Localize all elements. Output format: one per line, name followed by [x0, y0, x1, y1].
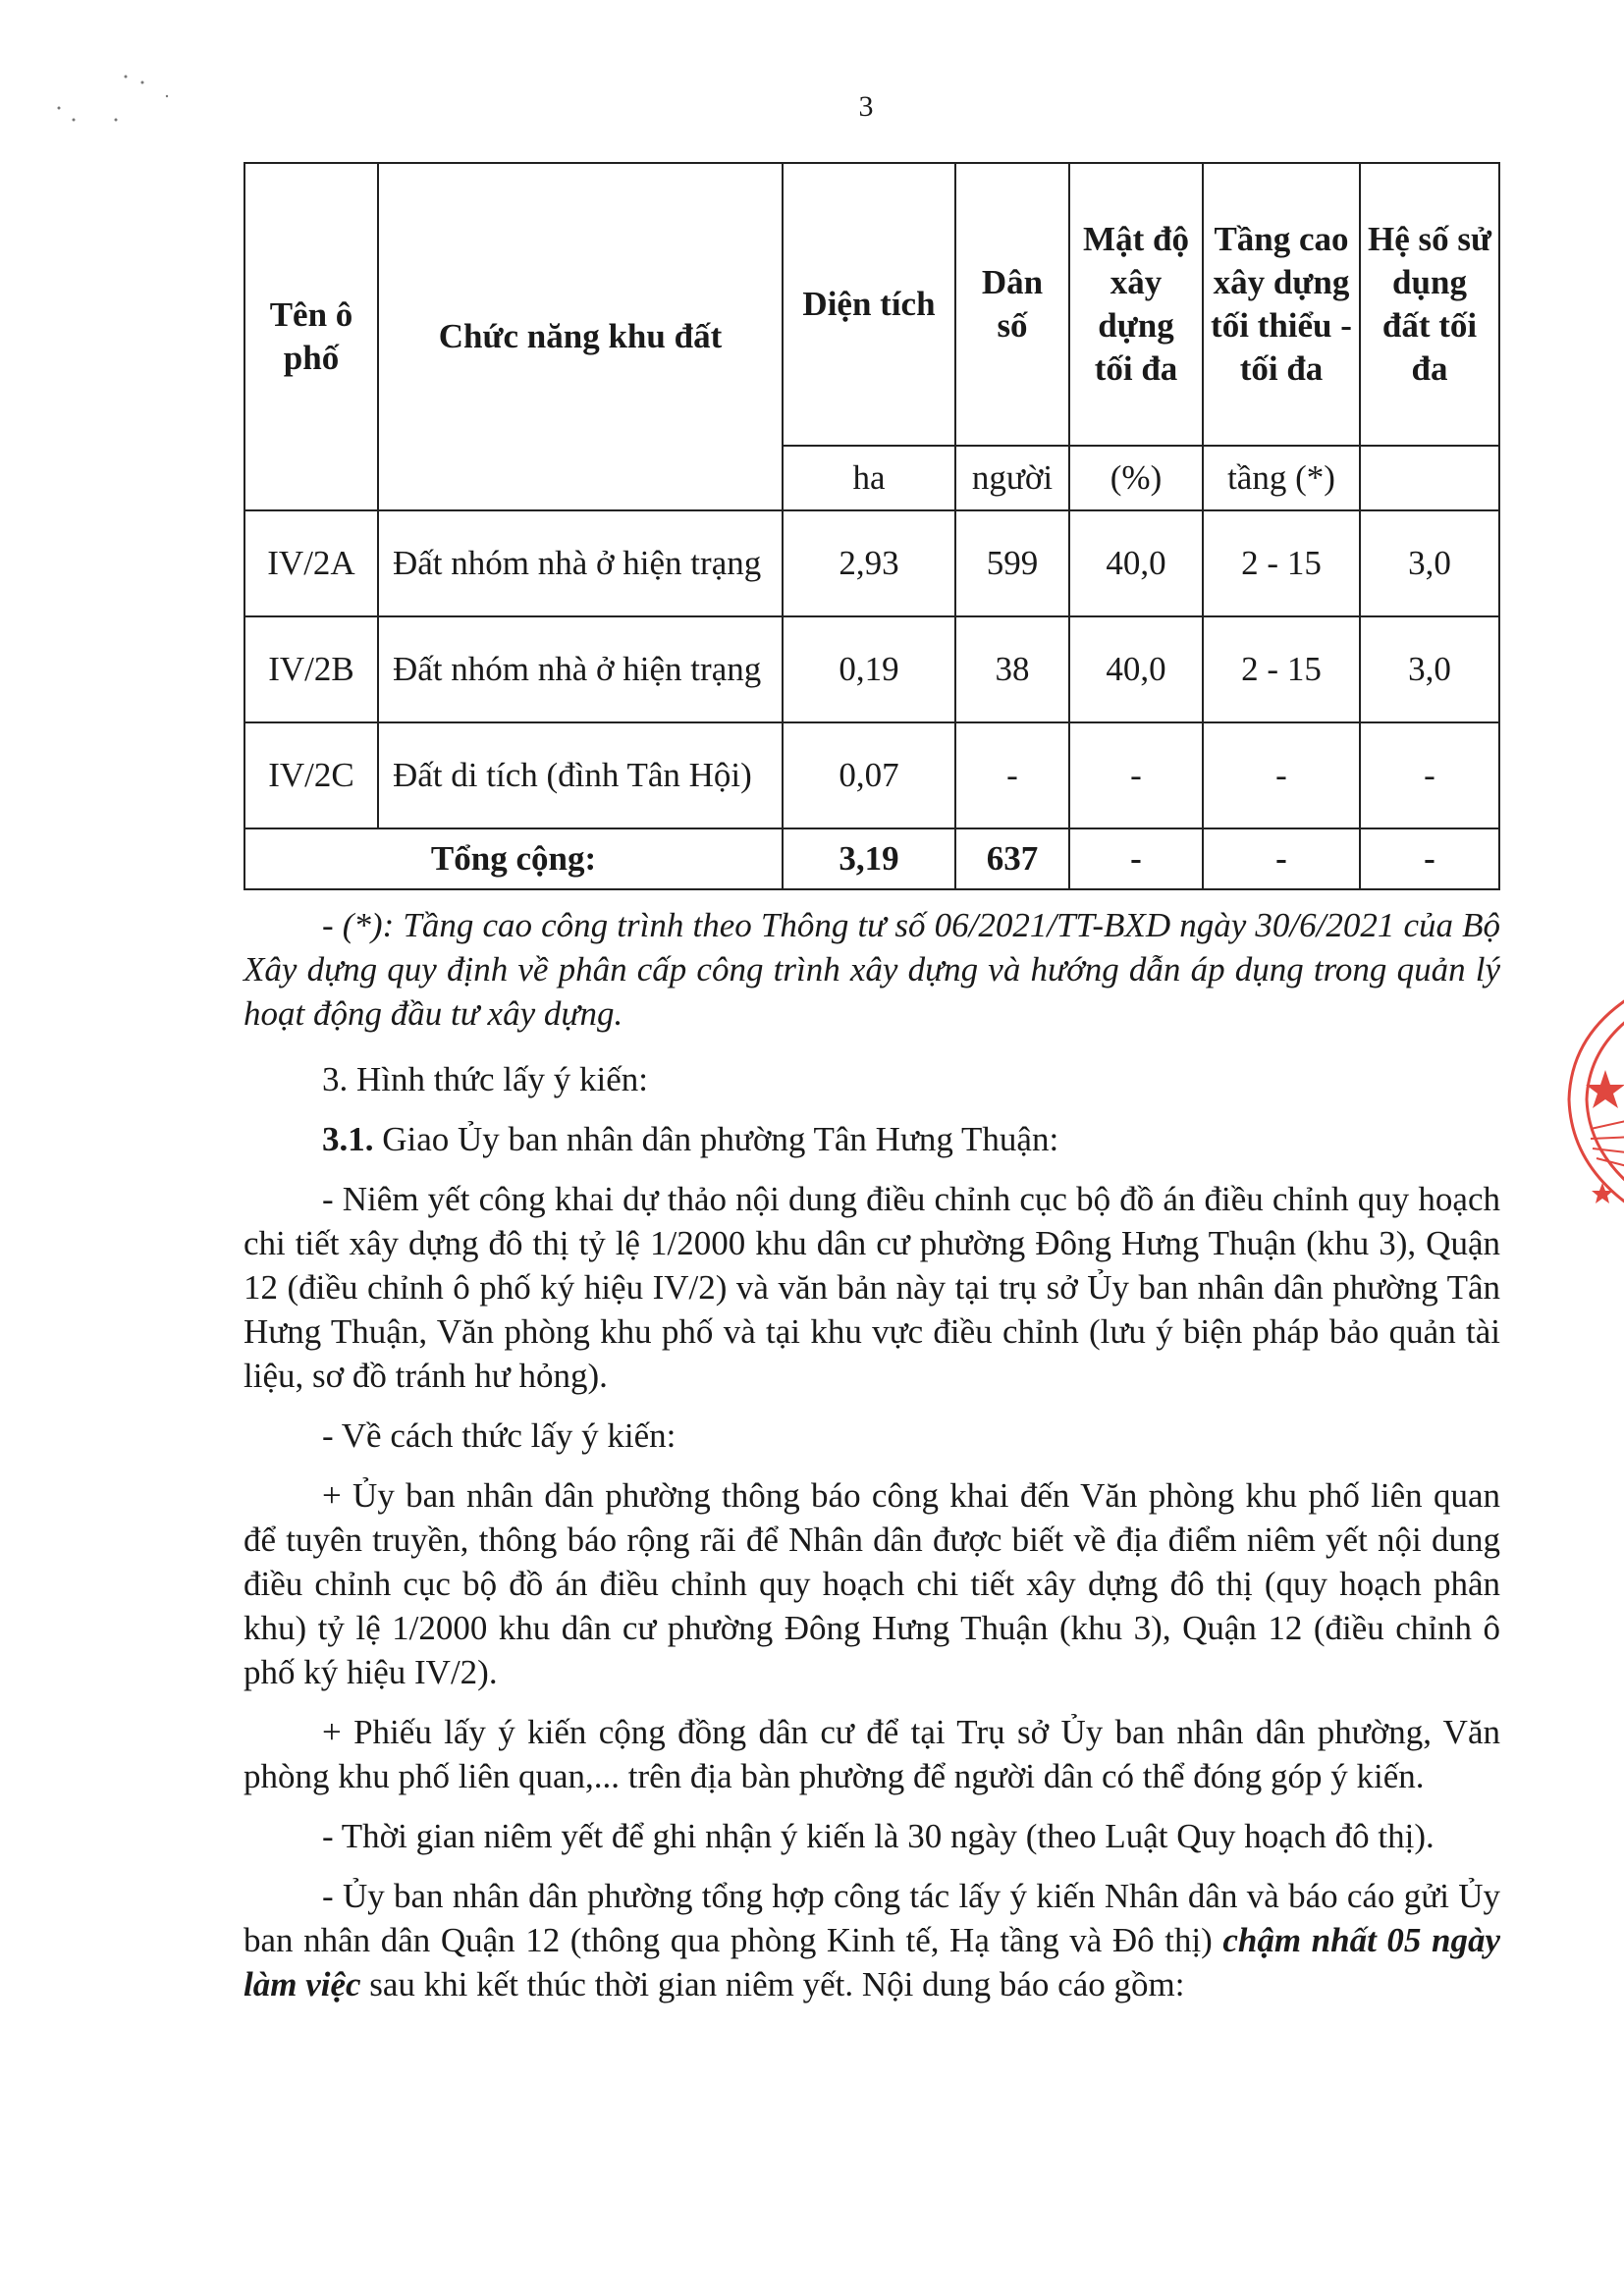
total-population: 637 — [955, 828, 1069, 889]
deadline-emphasis: chậm nhất 05 ngày làm việc — [244, 1921, 1500, 2003]
header-dien-tich: Diện tích — [783, 163, 955, 446]
section-3-1-number: 3.1. — [322, 1120, 374, 1158]
unit-dan-so: người — [955, 446, 1069, 510]
cell-far: 3,0 — [1360, 510, 1499, 616]
paragraph-tong-hop-end: sau khi kết thúc thời gian niêm yết. Nội dung báo cáo gồm: — [360, 1965, 1185, 2003]
unit-tang-cao: tầng (*) — [1203, 446, 1360, 510]
land-use-table-wrapper — [244, 162, 1498, 890]
unit-mat-do: (%) — [1069, 446, 1203, 510]
document-body — [244, 903, 1500, 2022]
total-area: 3,19 — [783, 828, 955, 889]
cell-function: Đất di tích (đình Tân Hội) — [378, 722, 783, 828]
cell-floors: 2 - 15 — [1203, 616, 1360, 722]
section-3-1-heading — [244, 1117, 1500, 1161]
cell-code: IV/2C — [244, 722, 378, 828]
cell-population: 599 — [955, 510, 1069, 616]
unit-he-so — [1360, 446, 1499, 510]
paragraph-phieu-lay-y-kien: + Phiếu lấy ý kiến cộng đồng dân cư để tại Trụ sở Ủy ban nhân dân phường, Văn phòng khu phố liên quan,... trên địa bàn phường để người dân có thể đóng góp ý kiến. — [244, 1713, 1500, 1795]
cell-area: 2,93 — [783, 510, 955, 616]
header-he-so: Hệ số sử dụng đất tối đa — [1360, 163, 1499, 446]
land-use-table — [244, 162, 1500, 890]
cell-far: - — [1360, 722, 1499, 828]
section-3-heading: 3. Hình thức lấy ý kiến: — [322, 1060, 648, 1098]
table-row — [244, 510, 1499, 616]
paragraph-cach-thuc: - Về cách thức lấy ý kiến: — [322, 1416, 677, 1455]
table-row — [244, 722, 1499, 828]
table-footnote: - (*): Tầng cao công trình theo Thông tư số 06/2021/TT-BXD ngày 30/6/2021 của Bộ Xây dựng quy định về phân cấp công trình xây dựng và hướng dẫn áp dụng trong quản lý hoạt động đầu tư xây dựng. — [244, 906, 1500, 1033]
header-ten-o-pho: Tên ô phố — [244, 163, 378, 510]
red-seal-stamp-fragment — [1551, 972, 1624, 1227]
cell-function: Đất nhóm nhà ở hiện trạng — [378, 510, 783, 616]
cell-population: 38 — [955, 616, 1069, 722]
cell-area: 0,19 — [783, 616, 955, 722]
page-number: 3 — [858, 90, 874, 123]
cell-function: Đất nhóm nhà ở hiện trạng — [378, 616, 783, 722]
total-density: - — [1069, 828, 1203, 889]
cell-area: 0,07 — [783, 722, 955, 828]
total-floors: - — [1203, 828, 1360, 889]
total-far: - — [1360, 828, 1499, 889]
cell-density: 40,0 — [1069, 616, 1203, 722]
cell-code: IV/2B — [244, 616, 378, 722]
cell-floors: - — [1203, 722, 1360, 828]
cell-density: - — [1069, 722, 1203, 828]
paragraph-niem-yet: - Niêm yết công khai dự thảo nội dung điều chỉnh cục bộ đồ án điều chỉnh quy hoạch chi tiết xây dựng đô thị tỷ lệ 1/2000 khu dân cư phường Đông Hưng Thuận (khu 3), Quận 12 (điều chỉnh ô phố ký hiệu IV/2) và văn bản này tại trụ sở Ủy ban nhân dân phường Tân Hưng Thuận, Văn phòng khu phố và tại khu vực điều chỉnh (lưu ý biện pháp bảo quản tài liệu, sơ đồ tránh hư hỏng). — [244, 1180, 1500, 1395]
cell-density: 40,0 — [1069, 510, 1203, 616]
table-total-row — [244, 828, 1499, 889]
header-mat-do: Mật độ xây dựng tối đa — [1069, 163, 1203, 446]
cell-floors: 2 - 15 — [1203, 510, 1360, 616]
paragraph-thoi-gian: - Thời gian niêm yết để ghi nhận ý kiến là 30 ngày (theo Luật Quy hoạch đô thị). — [322, 1817, 1435, 1855]
header-tang-cao: Tầng cao xây dựng tối thiểu - tối đa — [1203, 163, 1360, 446]
cell-population: - — [955, 722, 1069, 828]
paragraph-thong-bao: + Ủy ban nhân dân phường thông báo công khai đến Văn phòng khu phố liên quan để tuyên truyền, thông báo rộng rãi để Nhân dân được biết về địa điểm niêm yết nội dung điều chỉnh cục bộ đồ án điều chỉnh quy hoạch chi tiết xây dựng đô thị (quy hoạch phân khu) tỷ lệ 1/2000 khu dân cư phường Đông Hưng Thuận (khu 3), Quận 12 (điều chỉnh ô phố ký hiệu IV/2). — [244, 1476, 1500, 1691]
table-row — [244, 616, 1499, 722]
total-label: Tổng cộng: — [244, 828, 783, 889]
paragraph-tong-hop — [244, 1874, 1500, 2006]
cell-far: 3,0 — [1360, 616, 1499, 722]
unit-dien-tich: ha — [783, 446, 955, 510]
header-dan-so: Dân số — [955, 163, 1069, 446]
table-header-row — [244, 163, 1499, 446]
section-3-1-text: Giao Ủy ban nhân dân phường Tân Hưng Thuận: — [373, 1120, 1059, 1158]
header-chuc-nang: Chức năng khu đất — [378, 163, 783, 510]
paragraph-tong-hop-start: - Ủy ban nhân dân phường tổng hợp công tác lấy ý kiến Nhân dân và báo cáo gửi Ủy ban nhân dân Quận 12 (thông qua phòng Kinh tế, Hạ tầng và Đô thị) — [244, 1877, 1500, 1959]
cell-code: IV/2A — [244, 510, 378, 616]
